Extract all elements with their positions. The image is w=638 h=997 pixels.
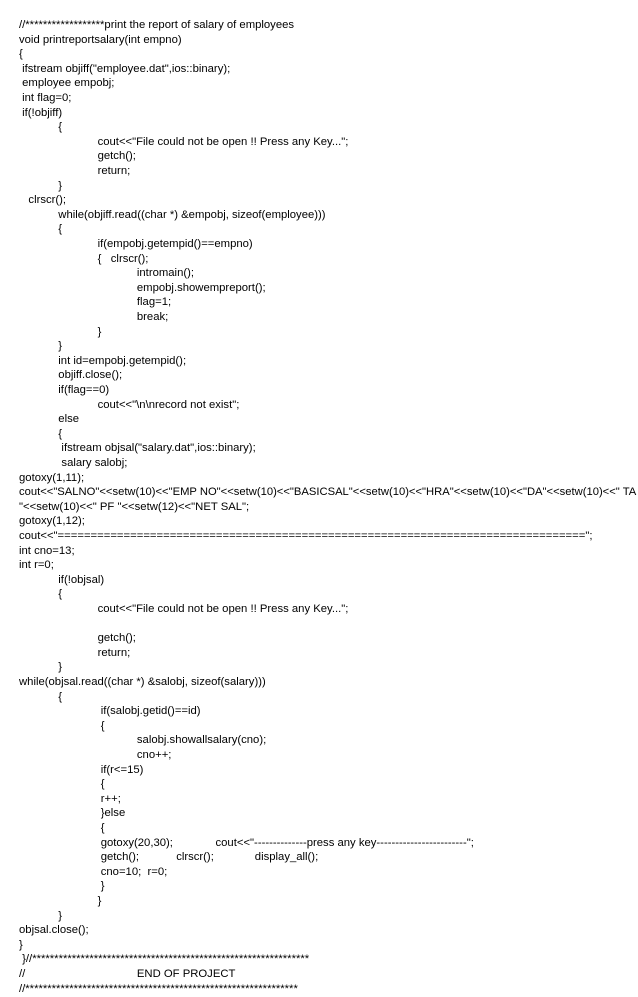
code-line: getch(); (97, 851, 140, 864)
code-line: cno++; (136, 749, 172, 761)
code-line: clrscr(); (19, 194, 67, 207)
code-line: if(r<=15) (97, 763, 144, 776)
code-line: getch(); (97, 632, 136, 645)
code-line: r++; (97, 792, 121, 805)
code-line: ifstream objsal("salary.dat",ios::binary); (58, 442, 256, 455)
code-line: { (97, 822, 105, 834)
code-line: empobj.showempreport(); (136, 281, 266, 294)
code-line: { (19, 48, 23, 61)
code-line: ifstream objiff("employee.dat",ios::binary); (19, 62, 231, 75)
code-line: } (58, 179, 63, 192)
code-line: { (58, 427, 63, 440)
code-line: } (58, 661, 63, 674)
code-line: if(flag==0) (58, 384, 110, 396)
code-line: } (58, 340, 63, 353)
code-line: gotoxy(1,11); (19, 471, 85, 484)
code-line: cout<<"--------------press any key------------------------"; (215, 836, 474, 849)
code-line: int cno=13; (19, 544, 75, 557)
code-line: "<<setw(10)<<" PF "<<setw(12)<<"NET SAL"; (19, 500, 250, 513)
code-line: if(!objiff) (19, 106, 63, 119)
code-line: { (97, 719, 105, 732)
code-line: flag=1; (136, 296, 172, 309)
code-line: employee empobj; (19, 77, 115, 90)
code-line: return; (97, 165, 131, 177)
code-line: int flag=0; (19, 92, 72, 104)
code-line: cno=10; r=0; (97, 865, 168, 878)
code-line: } (19, 938, 23, 951)
code-line: } (97, 325, 102, 338)
code-line: while(objiff.read((char *) &empobj, sizeof(employee))) (58, 208, 326, 221)
code-line: } (97, 895, 102, 907)
code-line: { clrscr(); (97, 252, 149, 265)
code-line: //************************************************************** (19, 982, 298, 995)
code-line: { (58, 121, 63, 134)
code-line: { (97, 778, 105, 791)
code-line: gotoxy(1,12); (19, 515, 85, 528)
code-line: // (19, 968, 26, 980)
code-line: objsal.close(); (19, 924, 89, 937)
code-line: int id=empobj.getempid(); (58, 354, 187, 367)
code-line: salobj.showallsalary(cno); (136, 734, 267, 747)
code-line: int r=0; (19, 559, 54, 572)
code-line: END OF PROJECT (136, 968, 236, 980)
code-line: if(salobj.getid()==id) (97, 705, 201, 718)
code-line: salary salobj; (58, 457, 128, 469)
code-line: intromain(); (136, 267, 195, 280)
code-line: while(objsal.read((char *) &salobj, sizeof(salary))) (19, 676, 266, 688)
code-line: return; (97, 646, 131, 659)
code-line: cout<<"File could not be open !! Press any Key..."; (97, 135, 349, 148)
code-line: void printreportsalary(int empno) (19, 33, 182, 46)
code-line: cout<<"\n\nrecord not exist"; (97, 398, 240, 411)
code-line: { (58, 588, 63, 601)
code-line: { (58, 223, 63, 236)
code-line: cout<<"================================================================================"; (19, 530, 593, 542)
code-line: getch(); (97, 150, 136, 163)
code-line: } (97, 880, 105, 893)
code-line: cout<<"SALNO"<<setw(10)<<"EMP NO"<<setw(10)<<"BASICSAL"<<setw(10)<<"HRA"<<setw(10)<<"DA"<<setw(10)<<" TA (19, 486, 637, 499)
code-line: { (58, 690, 63, 703)
code-line: objiff.close(); (58, 369, 123, 382)
code-line: gotoxy(20,30); (97, 836, 173, 849)
code-line: else (58, 413, 80, 426)
code-line: //******************print the report of salary of employees (19, 19, 295, 31)
code-line: if(!objsal) (58, 573, 105, 586)
code-line: clrscr(); (176, 851, 214, 864)
code-line: display_all(); (254, 851, 319, 864)
code-line: break; (136, 311, 169, 323)
code-line: cout<<"File could not be open !! Press any Key..."; (97, 603, 349, 615)
code-line: }//*************************************************************** (19, 953, 310, 966)
code-line: }else (97, 807, 126, 820)
code-document (0, 17, 638, 995)
code-line: if(empobj.getempid()==empno) (97, 238, 253, 250)
code-line: } (58, 909, 63, 922)
